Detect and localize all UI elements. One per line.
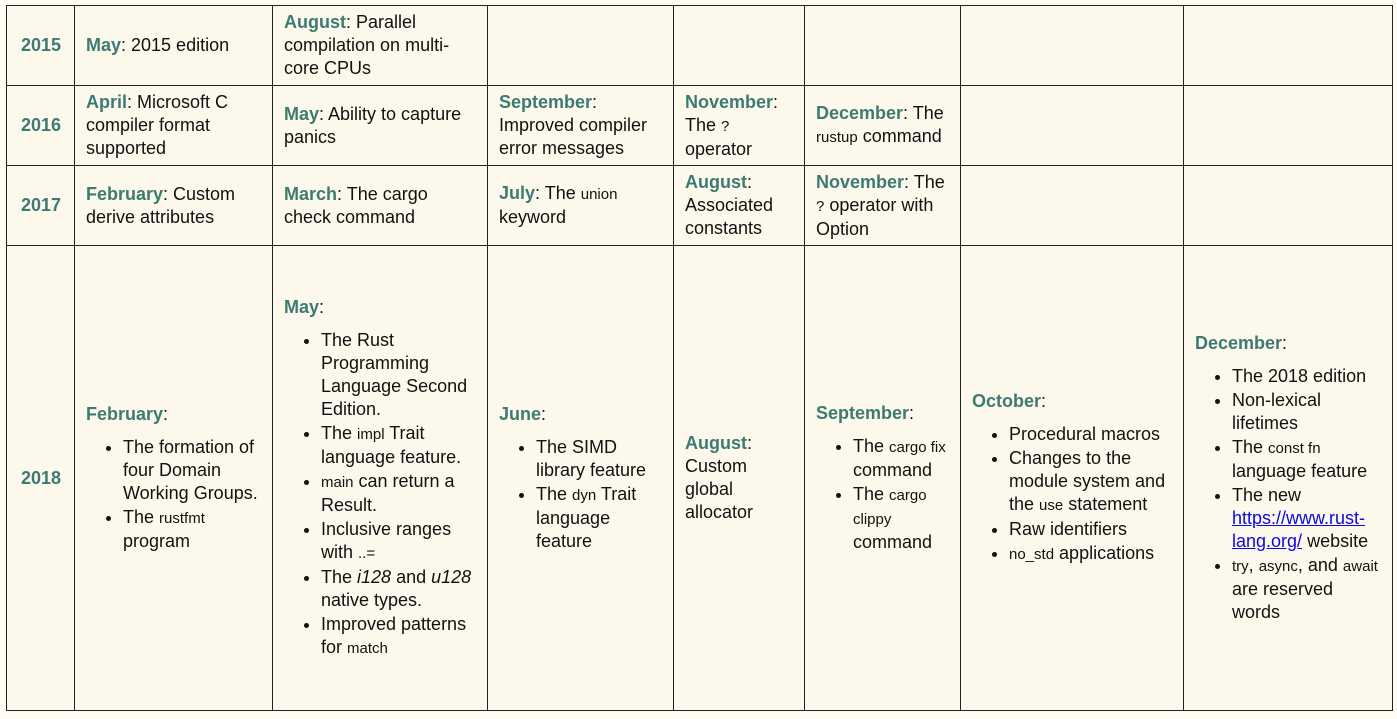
event-text: : Ability to capture panics: [284, 103, 462, 147]
list-item: [1232, 484, 1382, 553]
event-cell: [273, 166, 488, 246]
year-cell: 2015: [7, 6, 75, 86]
code-text: ?: [816, 197, 825, 215]
event-cell: [674, 166, 805, 246]
row-2017: [7, 166, 1393, 246]
code-text: ..=: [358, 544, 376, 562]
event-cell: [961, 246, 1184, 711]
colon: :: [909, 402, 915, 423]
event-text: : Parallel compilation on multi-core CPUs: [284, 12, 450, 78]
event-cell: [75, 86, 273, 166]
colon: :: [163, 403, 169, 424]
code-text: dyn: [572, 486, 597, 504]
event-cell: [674, 86, 805, 166]
month-label: December: [1195, 332, 1283, 353]
event-cell: [805, 166, 961, 246]
item-text: native types.: [321, 589, 423, 610]
event-text: : The: [904, 171, 945, 192]
month-label: September: [499, 92, 593, 112]
list-item: [123, 506, 262, 553]
event-text: : 2015 edition: [121, 35, 230, 55]
list-item: [1232, 554, 1382, 624]
event-cell: [674, 246, 805, 711]
list-item: [321, 329, 477, 421]
item-text: Procedural macros: [1009, 423, 1161, 444]
list-item: [1232, 436, 1382, 483]
item-text: The Rust Programming Language Second Edition.: [321, 329, 468, 419]
event-cell: [805, 86, 961, 166]
event-text: : The cargo check command: [284, 183, 428, 227]
month-label: November: [685, 91, 774, 112]
code-text: no_std: [1009, 545, 1055, 563]
list-item: [1009, 518, 1173, 541]
rust-timeline-table: [6, 5, 1393, 711]
code-text: try: [1232, 557, 1249, 575]
code-text: cargo clippy: [853, 486, 927, 528]
item-text: The: [321, 566, 358, 587]
colon: :: [541, 403, 547, 424]
list-item: [1009, 447, 1173, 517]
list-item: [853, 435, 950, 482]
list-item: [123, 436, 262, 505]
italic-type: i128: [357, 566, 392, 587]
item-text: The: [321, 422, 358, 443]
event-cell: [488, 86, 674, 166]
item-text: ,: [1248, 554, 1259, 575]
list-item: [853, 483, 950, 554]
month-label: August: [685, 433, 747, 453]
empty-cell: [674, 6, 805, 86]
event-list: [972, 423, 1173, 566]
month-label: June: [499, 403, 542, 424]
item-text: applications: [1054, 542, 1155, 563]
code-text: union: [580, 186, 618, 203]
month-label: February: [86, 403, 164, 424]
item-text: statement: [1063, 493, 1148, 514]
code-text: use: [1039, 496, 1064, 514]
item-text: The: [536, 483, 573, 504]
item-text: can return a Result.: [321, 470, 455, 515]
list-item: [1232, 365, 1382, 388]
month-label: February: [86, 183, 164, 204]
row-2018: [7, 246, 1393, 711]
event-cell: [75, 246, 273, 711]
code-text: main: [321, 473, 354, 491]
code-text: match: [347, 639, 388, 657]
month-label: July: [499, 183, 536, 203]
row-2015: [7, 6, 1393, 86]
item-text: The new: [1232, 484, 1302, 505]
empty-cell: [961, 166, 1184, 246]
row-2016: [7, 86, 1393, 166]
item-text: Raw identifiers: [1009, 518, 1128, 539]
item-text: and: [391, 566, 432, 587]
code-text: rustup: [816, 129, 858, 146]
empty-cell: [1184, 6, 1393, 86]
list-item: [321, 566, 477, 612]
empty-cell: [961, 86, 1184, 166]
event-cell: [805, 246, 961, 711]
list-item: [321, 613, 477, 660]
event-list: [1195, 365, 1382, 624]
item-text: The: [1232, 436, 1269, 457]
item-text: are reserved words: [1232, 578, 1334, 622]
event-text: : The: [903, 103, 944, 123]
list-item: [536, 483, 663, 553]
code-text: rustfmt: [159, 509, 205, 527]
event-cell: [75, 166, 273, 246]
list-item: [321, 422, 477, 469]
code-text: impl: [357, 425, 385, 443]
event-cell: [488, 166, 674, 246]
month-label: October: [972, 390, 1042, 411]
month-label: May: [284, 296, 320, 317]
event-cell: [488, 246, 674, 711]
empty-cell: [961, 6, 1184, 86]
list-item: [1009, 542, 1173, 566]
event-list: [284, 329, 477, 660]
empty-cell: [805, 6, 961, 86]
item-text: command: [853, 459, 933, 480]
item-text: The: [853, 483, 890, 504]
list-item: [1009, 423, 1173, 446]
empty-cell: [1184, 166, 1393, 246]
item-text: website: [1302, 530, 1369, 551]
event-list: [86, 436, 262, 553]
event-list: [816, 435, 950, 554]
item-text: Changes to the module system and the: [1009, 447, 1166, 514]
event-text: : Associated constants: [685, 172, 774, 238]
colon: :: [1282, 332, 1288, 353]
event-text: : Custom global allocator: [685, 433, 754, 522]
month-label: March: [284, 183, 338, 204]
year-cell: 2017: [7, 166, 75, 246]
event-cell: [273, 6, 488, 86]
month-label: December: [816, 103, 904, 123]
item-text: The 2018 edition: [1232, 365, 1367, 386]
item-text: Improved patterns for: [321, 613, 467, 657]
rust-lang-website-link[interactable]: https://www.rust-lang.org/: [1232, 507, 1366, 551]
item-text: The SIMD library feature: [536, 436, 647, 480]
event-text: operator with Option: [816, 194, 934, 239]
month-label: August: [284, 12, 346, 32]
colon: :: [319, 296, 325, 317]
italic-type: u128: [431, 566, 472, 587]
code-text: cargo fix: [889, 438, 946, 456]
year-cell: 2016: [7, 86, 75, 166]
item-text: Inclusive ranges with: [321, 518, 452, 562]
event-text: : The: [535, 183, 581, 203]
month-label: April: [86, 92, 128, 112]
event-list: [499, 436, 663, 553]
code-text: await: [1342, 557, 1378, 575]
item-text: Trait language feature.: [321, 422, 462, 467]
item-text: Non-lexical lifetimes: [1232, 389, 1322, 433]
month-label: August: [685, 172, 747, 192]
list-item: [536, 436, 663, 482]
colon: :: [1041, 390, 1047, 411]
item-text: language feature: [1232, 460, 1368, 481]
code-text: const fn: [1268, 439, 1321, 457]
event-cell: [273, 246, 488, 711]
item-text: The formation of four Domain Working Groups.: [123, 436, 258, 503]
item-text: Trait language feature: [536, 483, 637, 551]
list-item: [1232, 389, 1382, 435]
item-text: command: [853, 531, 933, 552]
event-cell: [75, 6, 273, 86]
empty-cell: [488, 6, 674, 86]
year-cell: 2018: [7, 246, 75, 711]
event-text: keyword: [499, 207, 567, 227]
event-text: command: [857, 126, 942, 146]
item-text: program: [123, 530, 191, 551]
empty-cell: [1184, 86, 1393, 166]
event-text: : The: [685, 91, 779, 135]
event-text: : Custom derive attributes: [86, 183, 236, 227]
month-label: November: [816, 171, 905, 192]
event-text: operator: [685, 138, 753, 159]
item-text: The: [123, 506, 160, 527]
event-cell: [273, 86, 488, 166]
list-item: [321, 518, 477, 565]
month-label: September: [816, 402, 910, 423]
month-label: May: [284, 103, 320, 124]
event-cell: [1184, 246, 1393, 711]
code-text: ?: [721, 117, 730, 135]
item-text: , and: [1297, 554, 1343, 575]
event-text: : Microsoft C compiler format supported: [86, 92, 229, 158]
event-text: : Improved compiler error messages: [499, 92, 648, 158]
item-text: The: [853, 435, 890, 456]
code-text: async: [1258, 557, 1298, 575]
month-label: May: [86, 35, 122, 55]
list-item: [321, 470, 477, 517]
